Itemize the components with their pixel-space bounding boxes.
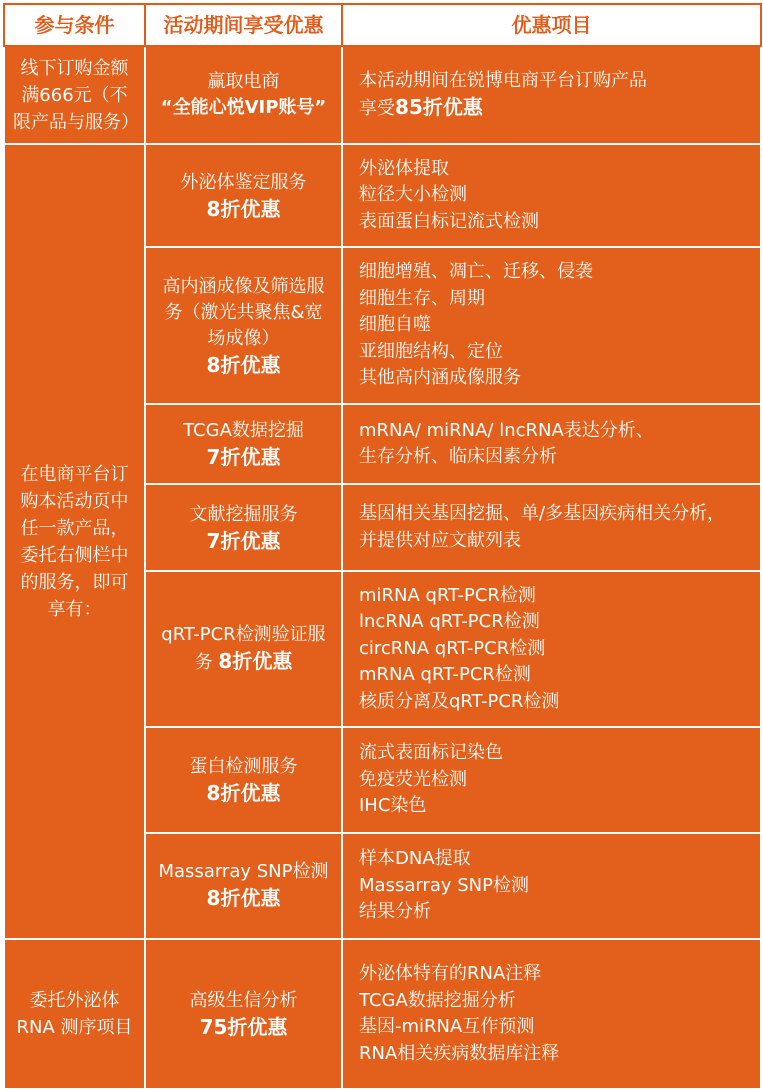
service-name: 文献挖掘服务	[189, 503, 298, 525]
service-name: TCGA数据挖掘	[183, 420, 304, 441]
items-cell	[342, 939, 761, 1089]
service-cell	[145, 404, 342, 484]
service-cell	[145, 939, 342, 1089]
service-cell	[145, 46, 342, 144]
items-cell	[342, 46, 761, 144]
header-discount: 活动期间享受优惠	[145, 4, 342, 46]
item-text: 生存分析、临床因素分析	[359, 446, 557, 467]
service-cell	[145, 571, 342, 727]
item-text: 粒径大小检测	[359, 184, 467, 206]
service-name: Massarray SNP检测	[158, 861, 329, 882]
discount-text: 75折优惠	[199, 1015, 288, 1039]
item-text: 基因-miRNA互作预测	[359, 1016, 535, 1037]
service-name: 蛋白检测服务	[189, 756, 298, 777]
table-row	[4, 939, 761, 1089]
items-cell	[342, 144, 761, 247]
header-items: 优惠项目	[342, 4, 761, 46]
condition-cell: 线下订购金额满666元（不限产品与服务）	[4, 46, 145, 144]
item-text: mRNA/ miRNA/ lncRNA表达分析、	[359, 419, 654, 441]
item-text: 细胞生存、周期	[359, 287, 485, 309]
discount-text: 7折优惠	[206, 445, 281, 469]
item-text: IHC染色	[359, 795, 427, 817]
service-cell	[145, 484, 342, 571]
header-row	[4, 4, 761, 46]
item-text: 其他高内涵成像服务	[359, 367, 521, 389]
item-text: 外泌体特有的RNA注释	[359, 963, 542, 984]
item-text: 细胞增殖、凋亡、迁移、侵袭	[359, 261, 593, 283]
condition-cell: 委托外泌体RNA 测序项目	[4, 939, 145, 1089]
item-text: 外泌体提取	[359, 157, 449, 179]
service-line: “全能心悦VIP账号”	[160, 97, 327, 118]
header-condition: 参与条件	[4, 4, 145, 46]
promotion-table	[3, 3, 762, 1090]
discount-text: 8折优惠	[206, 352, 281, 377]
item-text: 基因相关基因挖掘、单/多基因疾病相关分析，	[359, 503, 726, 524]
items-cell	[342, 404, 761, 484]
items-cell	[342, 833, 761, 939]
items-cell	[342, 727, 761, 833]
item-text: RNA相关疾病数据库注释	[359, 1042, 560, 1064]
item-text: lncRNA qRT-PCR检测	[359, 611, 540, 633]
discount-text: 7折优惠	[206, 528, 281, 553]
item-prefix: 享受	[359, 98, 395, 119]
discount-text: 85折优惠	[395, 95, 483, 119]
service-cell	[145, 247, 342, 404]
service-cell	[145, 833, 342, 939]
item-text: miRNA qRT-PCR检测	[359, 584, 536, 606]
service-name: qRT-PCR检测验证服务	[161, 624, 326, 673]
item-text: 亚细胞结构、定位	[359, 340, 503, 362]
item-text: circRNA qRT-PCR检测	[359, 637, 546, 659]
item-text: TCGA数据挖掘分析	[359, 989, 516, 1011]
discount-text: 8折优惠	[218, 649, 293, 673]
condition-cell: 在电商平台订购本活动页中任一款产品，委托右侧栏中的服务，即可享有：	[4, 144, 145, 939]
service-name: 高内涵成像及筛选服务（激光共聚焦&宽场成像）	[162, 275, 325, 349]
item-text: 流式表面标记染色	[359, 742, 503, 764]
item-text: 结果分析	[359, 901, 431, 923]
table-row	[4, 144, 761, 247]
item-text: Massarray SNP检测	[359, 874, 529, 896]
item-text	[359, 94, 750, 123]
service-cell	[145, 144, 342, 247]
service-name: 高级生信分析	[189, 990, 298, 1011]
service-name: 外泌体鉴定服务	[180, 171, 307, 193]
item-text: 免疫荧光检测	[359, 768, 467, 790]
service-line: 赢取电商	[207, 71, 280, 92]
items-cell	[342, 247, 761, 404]
items-cell	[342, 571, 761, 727]
item-text: 样本DNA提取	[359, 848, 471, 870]
discount-text: 8折优惠	[206, 781, 281, 805]
table-row	[4, 46, 761, 144]
item-text: 本活动期间在锐博电商平台订购产品	[359, 69, 647, 91]
service-cell	[145, 727, 342, 833]
item-text: 细胞自噬	[359, 314, 431, 336]
discount-text: 8折优惠	[206, 886, 281, 910]
item-text: mRNA qRT-PCR检测	[359, 664, 531, 686]
item-text: 并提供对应文献列表	[359, 529, 521, 551]
items-cell	[342, 484, 761, 571]
discount-text: 8折优惠	[206, 196, 281, 221]
item-text: 核质分离及qRT-PCR检测	[359, 690, 560, 712]
item-text: 表面蛋白标记流式检测	[359, 210, 539, 232]
